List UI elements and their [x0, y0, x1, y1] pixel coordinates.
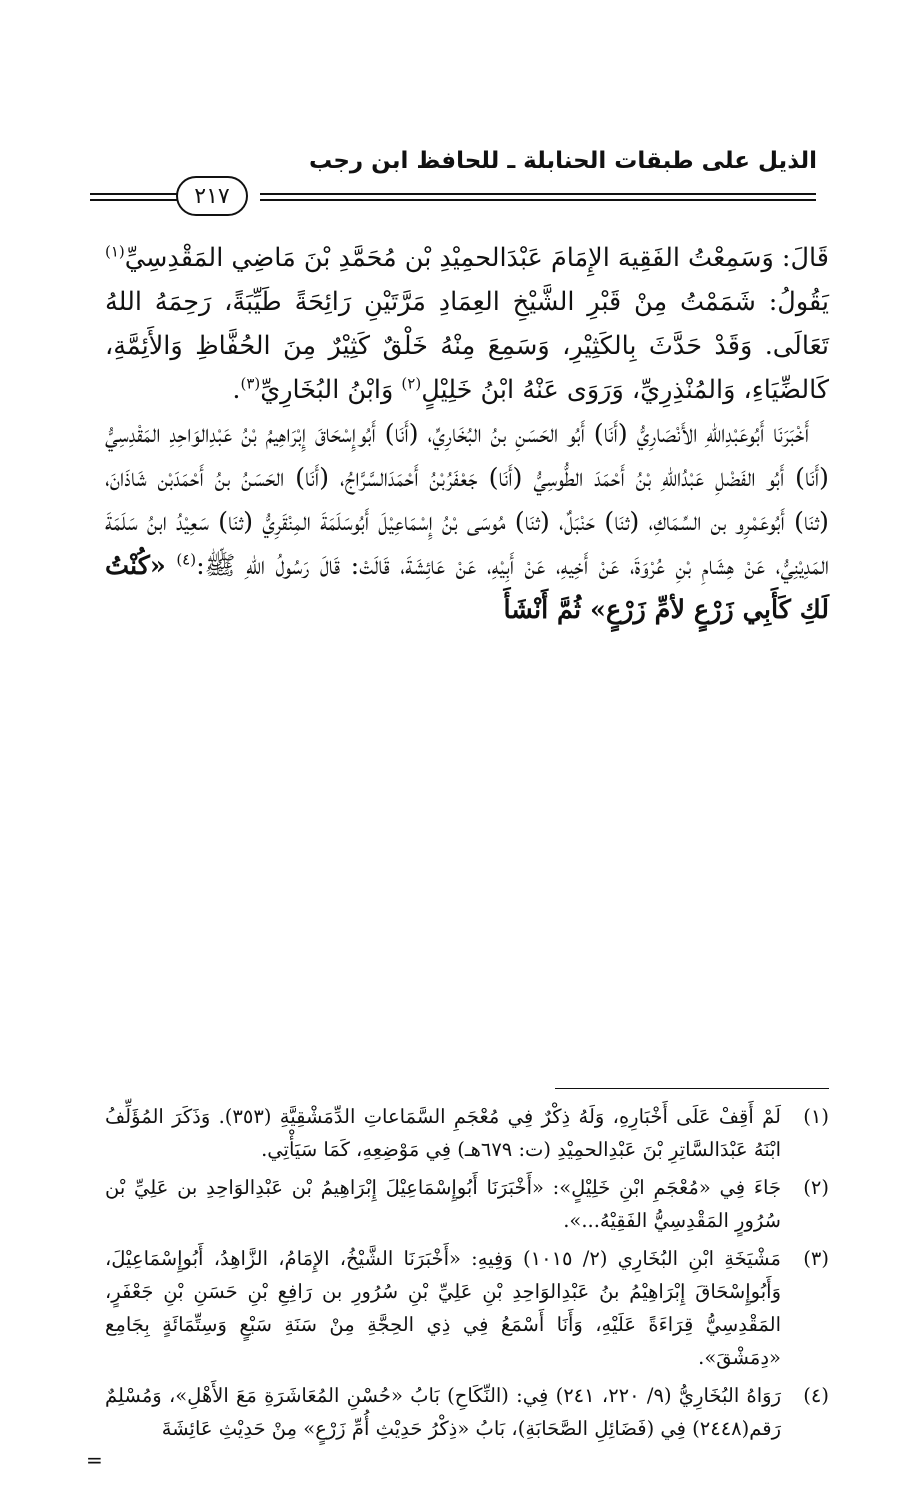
main-text [105, 236, 829, 632]
footnote-number: (١) [803, 1105, 829, 1128]
footnotes [105, 1100, 829, 1450]
text-segment: يَقُولُ: شَمَمْتُ مِنْ قَبْرِ الشَّيْخِ العِمَادِ مَرَّتَيْنِ رَائِحَةً طَيِّبَةً، رَحِمَهُ اللهُ تَعَالَى. وَقَدْ حَدَّثَ بِالكَثِيْرِ، وَسَمِعَ مِنْهُ خَلْقٌ كَثِيْرٌ مِنَ الحُفَّاظِ وَالأَئِمَّةِ، كَالضِّيَاءِ، وَالمُنْذِرِيِّ، وَرَوَى عَنْهُ ابْنُ خَلِيْلٍ [105, 287, 829, 405]
paragraph-2 [105, 412, 829, 632]
footnote-separator [555, 1088, 829, 1089]
footnote-number: (٣) [803, 1247, 829, 1270]
text-segment: . [232, 375, 241, 405]
continuation-mark: = [86, 1448, 103, 1472]
footnote-4 [105, 1379, 829, 1445]
rule-line [90, 199, 178, 201]
rule-line [260, 199, 816, 201]
text-segment: قَالَ: وَسَمِعْتُ الفَقِيهَ الإِمَامَ عَبْدَالحمِيْدِ بْن مُحَمَّدِ بْنَ مَاضِي المَقْدِسِيِّ [124, 243, 829, 273]
footnote-number: (٤) [803, 1384, 829, 1407]
footnote-ref-2: (٢) [401, 374, 422, 393]
running-head-title: الذيل على طبقات الحنابلة ـ للحافظ ابن رجب [308, 148, 817, 174]
footnote-1 [105, 1100, 829, 1166]
rule-line [90, 193, 178, 195]
footnote-2 [105, 1171, 829, 1237]
footnote-number: (٢) [803, 1176, 829, 1199]
page-number: ٢١٧ [176, 176, 248, 216]
footnote-text: لَمْ أَقِفْ عَلَى أَخْبَارِهِ، وَلَهُ ذِكْرٌ فِي مُعْجَمِ السَّمَاعاتِ الدِّمَشْقِيَّةِ (٣٥٣). وَذَكَرَ المُؤَلِّفُ ابْنَهُ عَبْدَالسَّاتِرِ بْنَ عَبْدِالحمِيْدِ (ت: ٦٧٩هـ) فِي مَوْضِعِهِ، كَمَا سَيَأْتِي. [105, 1105, 781, 1161]
footnote-text: رَوَاهُ البُخَارِيُّ (٩/ ٢٢٠، ٢٤١) فِي: (النِّكَاحِ) بَابُ «حُسْنِ المُعَاشَرَةِ مَعَ الأَهْلِ»، وَمُسْلِمٌ رَقم(٢٤٤٨) فِي (فَضَائِلِ الصَّحَابَةِ)، بَابُ «ذِكْرُ حَدِيْثِ أُمِّ زَرْعٍ» مِنْ حَدِيْثِ عَائِشَةَ [105, 1384, 781, 1440]
rule-line [260, 193, 816, 195]
footnote-text: جَاءَ فِي «مُعْجَمِ ابْنِ خَلِيْلٍ»: «أَخْبَرَنَا أَبُوإِسْمَاعِيْلَ إِبْرَاهِيمُ بْن عَبْدِالوَاحِدِ بن عَلِيِّ بْن سُرُورٍ المَقْدِسِيُّ الفَقِيْهُ...». [105, 1176, 781, 1232]
footnote-3 [105, 1242, 829, 1374]
footnote-ref-4: (٤) [176, 550, 197, 569]
paragraph-1 [105, 236, 829, 412]
footnote-ref-1: (١) [105, 242, 125, 261]
isnad-text: أَخْبَرَنَا أَبُوعَبْدِاللهِ الأَنْصَارِيُّ (أَنَا) أَبُو الحَسَنِ بنُ البُخَارِيِّ، (أَنَا) أَبُوإِسْحَاقَ إِبْرَاهِيمُ بْنُ عَبْدِالوَاحِدِ المَقْدِسِيُّ (أَنَا) أَبُو الفَضْلِ عَبْدُاللهِ بْنُ أَحْمَدَ الطُّوسِيُّ (أَنَا) جَعْفَرُبْنُ أَحْمَدَالسَّرَّاجُ، (أَنَا) الحَسَنُ بنُ أَحْمَدَبْن شَاذَانَ، (ثنَا) أَبُوعَمْرِو بن السِّمَاكِ، (ثنَا) حَنْبَلٌ، (ثنَا) مُوسَى بْنُ إِسْمَاعِيْلَ أَبُوسَلَمَةَ المِنْقَرِيُّ (ثنَا) سَعِيْدُ ابنُ سَلَمَةَ المَدِيْنِيُّ، عَنْ هِشَامِ بْنِ عُرْوَةَ، عَنْ أَخِيهِ، عَنْ أَبِيْهِ، عَنْ عَائِشَةَ، قَالَتْ: قَالَ رَسُولُ اللهِ ﷺ: [105, 419, 829, 581]
text-segment: وَابْنُ البُخَارِيِّ [260, 375, 394, 405]
hadith-quote: «كُنْتُ لَكِ كَأَبِي زَرْعٍ لأمِّ زَرْعٍ» ثُمَّ أَنْشَأَ [105, 551, 829, 625]
footnote-text: مَشْيَخَةِ ابْنِ البُخَارِي (٢/ ١٠١٥) وَفِيهِ: «أَخْبَرَنَا الشَّيْخُ، الإِمَامُ، الزَّاهِدُ، أَبُوإِسْمَاعِيْلَ، وَأَبُوإِسْحَاقَ إِبْرَاهِيْمُ بنُ عَبْدِالوَاحِدِ بْنِ عَلِيِّ بْنِ سُرُورِ بن رَافِعِ بْنِ حَسَنِ بْنِ جَعْفَرٍ، المَقْدِسِيُّ قِرَاءَةً عَلَيْهِ، وَأَنَا أَسْمَعُ فِي ذِي الحِجَّةِ مِنْ سَنَةِ سَبْعٍ وَسِتِّمَائَةٍ بِجَامِع «دِمَشْقَ». [105, 1247, 781, 1369]
footnote-ref-3: (٣) [240, 374, 261, 393]
